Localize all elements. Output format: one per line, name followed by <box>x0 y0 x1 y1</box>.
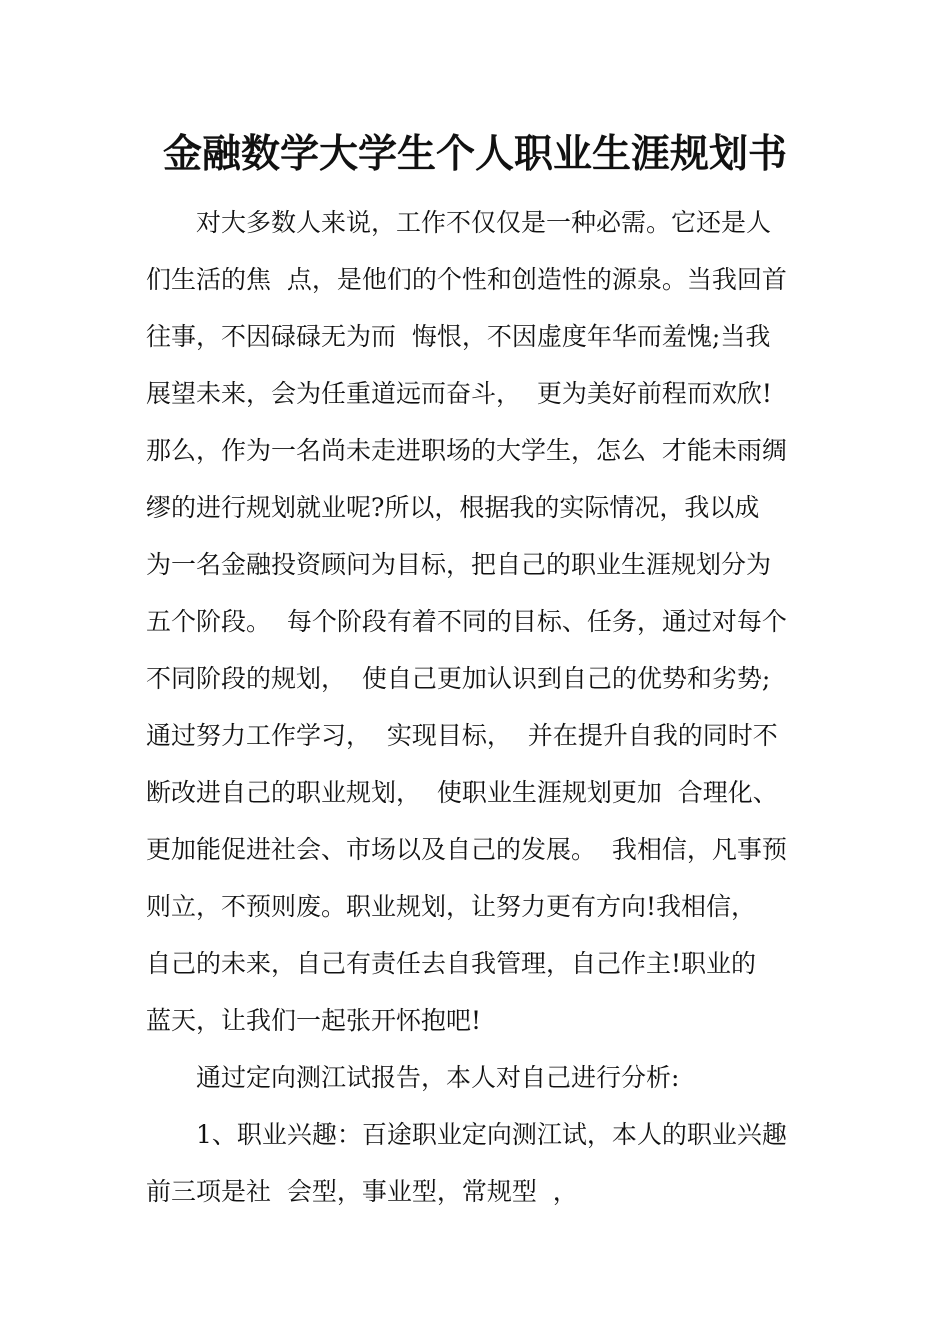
paragraph-line: 1、职业兴趣：百途职业定向测江试，本人的职业兴趣 <box>196 1120 787 1149</box>
paragraph-line: 前三项是社 会型，事业型，常规型 ， <box>146 1177 578 1206</box>
paragraph-line: 们生活的焦 点，是他们的个性和创造性的源泉。当我回首 <box>146 265 787 294</box>
paragraph-line: 为一名金融投资顾问为目标，把自己的职业生涯规划分为 <box>146 550 772 579</box>
paragraph-line: 对大多数人来说，工作不仅仅是一种必需。它还是人 <box>196 208 772 237</box>
paragraph-line: 则立，不预则废。职业规划，让努力更有方向!我相信， <box>146 892 757 921</box>
paragraph-line: 那么，作为一名尚未走进职场的大学生，怎么 才能未雨绸 <box>146 436 787 465</box>
paragraph-line: 五个阶段。 每个阶段有着不同的目标、任务，通过对每个 <box>146 607 787 636</box>
paragraph-line: 通过定向测江试报告，本人对自己进行分析: <box>196 1063 680 1092</box>
paragraph-line: 更加能促进社会、市场以及自己的发展。 我相信，凡事预 <box>146 835 787 864</box>
document-title: 金融数学大学生个人职业生涯规划书 <box>162 131 787 177</box>
paragraph-line: 展望未来，会为任重道远而奋斗， 更为美好前程而欢欣! <box>146 379 772 408</box>
paragraph-line: 往事，不因碌碌无为而 悔恨，不因虚度年华而羞愧;当我 <box>146 322 771 351</box>
paragraph-line: 蓝天，让我们一起张开怀抱吧! <box>146 1006 482 1035</box>
paragraph-line: 自己的未来，自己有责任去自我管理，自己作主!职业的 <box>146 949 757 978</box>
paragraph-line: 通过努力工作学习， 实现目标， 并在提升自我的同时不 <box>146 721 778 750</box>
paragraph-line: 缪的进行规划就业呢?所以，根据我的实际情况，我以成 <box>146 493 760 522</box>
paragraph-line: 断改进自己的职业规划， 使职业生涯规划更加 合理化、 <box>146 778 778 807</box>
paragraph-line: 不同阶段的规划， 使自己更加认识到自己的优势和劣势; <box>146 664 771 693</box>
